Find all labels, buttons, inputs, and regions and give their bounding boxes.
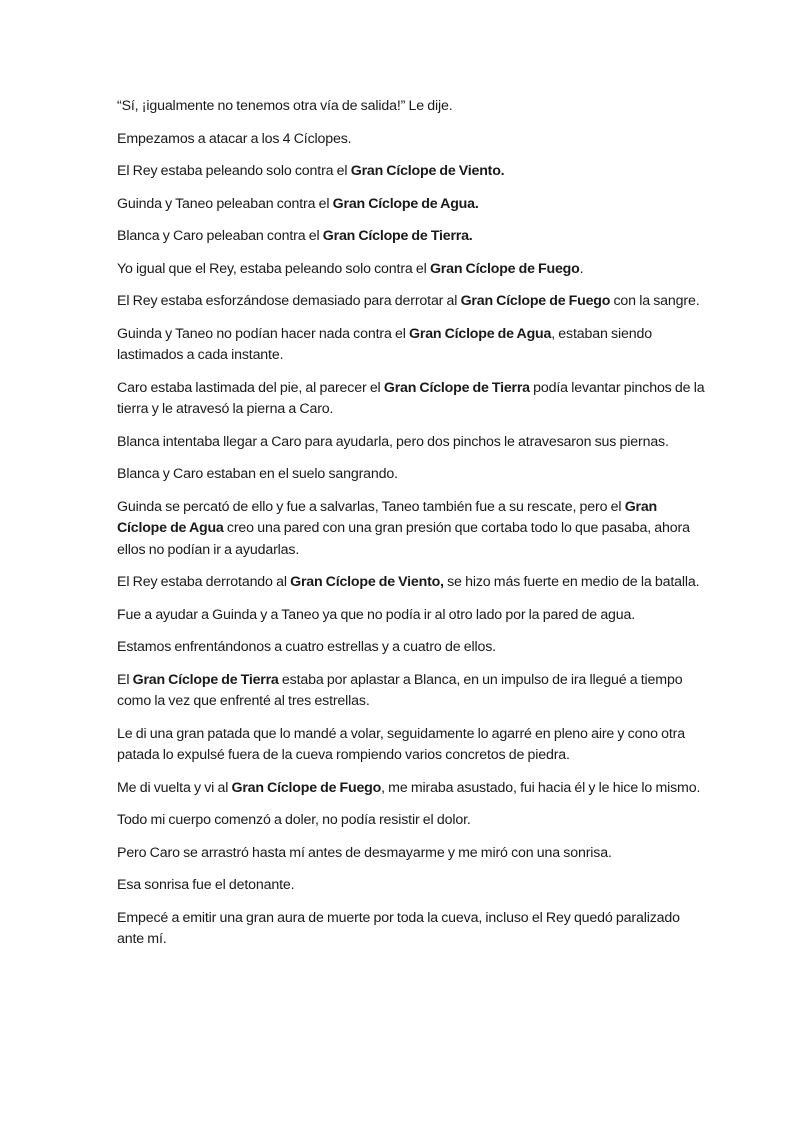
paragraph	[117, 226, 709, 248]
text-run: El Rey estaba derrotando al	[117, 574, 291, 590]
paragraph	[117, 778, 709, 800]
paragraph	[117, 605, 709, 627]
paragraph	[117, 259, 709, 281]
text-run: Empecé a emitir una gran aura de muerte por toda la cueva, incluso el Rey quedó paralizado ante mí.	[117, 909, 680, 947]
paragraph	[117, 129, 709, 151]
paragraph	[117, 497, 709, 562]
text-run: estaba por aplastar a Blanca, en un impulso de ira llegué a tiempo como la vez que enfrenté al tres estrellas.	[117, 671, 683, 709]
text-run: Blanca y Caro estaban en el suelo sangrando.	[117, 466, 398, 482]
paragraph	[117, 464, 709, 486]
text-run: , me miraba asustado, fui hacia él y le hice lo mismo.	[381, 779, 701, 796]
text-run: Guinda y Taneo peleaban contra el	[117, 195, 333, 212]
text-run: podía levantar pinchos de la tierra y le atravesó la pierna a Caro.	[117, 379, 705, 417]
text-run: Blanca y Caro peleaban contra el	[117, 228, 323, 244]
paragraph	[117, 324, 709, 367]
text-run: Le di una gran patada que lo mandé a volar, seguidamente lo agarré en pleno aire y cono otra patada lo expulsé fuera de la cueva rompiendo varios concretos de piedra.	[117, 725, 685, 763]
text-run: se hizo más fuerte en medio de la batalla.	[443, 574, 700, 590]
text-run: Empezamos a atacar a los 4 Cíclopes.	[117, 130, 352, 147]
text-run: El Rey estaba peleando solo contra el	[117, 163, 351, 179]
text-run: con la sangre.	[610, 293, 700, 309]
document-body	[117, 96, 709, 962]
paragraph	[117, 670, 709, 713]
bold-text-run: Gran Cíclope de Agua.	[332, 195, 479, 212]
paragraph	[117, 875, 709, 897]
bold-text-run: Gran Cíclope de Viento,	[290, 574, 444, 590]
text-run: , estaban siendo lastimados a cada instante.	[117, 325, 652, 363]
text-run: Caro estaba lastimada del pie, al parecer el	[117, 379, 384, 396]
bold-text-run: Gran Cíclope de Fuego	[231, 779, 382, 796]
paragraph	[117, 291, 709, 313]
text-run: Blanca intentaba llegar a Caro para ayudarla, pero dos pinchos le atravesaron sus piernas.	[117, 433, 669, 450]
text-run: Estamos enfrentándonos a cuatro estrellas y a cuatro de ellos.	[117, 639, 496, 655]
paragraph	[117, 161, 709, 183]
bold-text-run: Gran Cíclope de Fuego	[460, 293, 611, 309]
bold-text-run: Gran Cíclope de Tierra.	[322, 228, 473, 244]
text-run: .	[579, 260, 584, 277]
text-run: El	[117, 671, 133, 688]
bold-text-run: Gran Cíclope de Agua	[409, 325, 552, 342]
text-run: Fue a ayudar a Guinda y a Taneo ya que no podía ir al otro lado por la pared de agua.	[117, 606, 636, 623]
text-run: Yo igual que el Rey, estaba peleando solo contra el	[117, 260, 430, 277]
bold-text-run: Gran Cíclope de Fuego	[429, 260, 580, 277]
text-run: creo una pared con una gran presión que cortaba todo lo que pasaba, ahora ellos no podían ir a ayudarlas.	[117, 520, 690, 558]
text-run: Guinda se percató de ello y fue a salvarlas, Taneo también fue a su rescate, pero el	[117, 498, 625, 515]
bold-text-run: Gran Cíclope de Agua	[117, 498, 658, 536]
text-run: El Rey estaba esforzándose demasiado para derrotar al	[117, 293, 461, 309]
bold-text-run: Gran Cíclope de Tierra	[132, 671, 279, 688]
text-run: Pero Caro se arrastró hasta mí antes de desmayarme y me miró con una sonrisa.	[117, 844, 612, 861]
paragraph	[117, 637, 709, 659]
paragraph	[117, 908, 709, 951]
text-run: Todo mi cuerpo comenzó a doler, no podía resistir el dolor.	[117, 812, 471, 828]
paragraph	[117, 724, 709, 767]
text-run: “Sí, ¡igualmente no tenemos otra vía de salida!” Le dije.	[117, 98, 453, 114]
paragraph	[117, 378, 709, 421]
paragraph	[117, 572, 709, 594]
text-run: Guinda y Taneo no podían hacer nada contra el	[117, 325, 410, 342]
paragraph	[117, 843, 709, 865]
paragraph	[117, 194, 709, 216]
paragraph	[117, 96, 709, 118]
text-run: Esa sonrisa fue el detonante.	[117, 877, 295, 893]
bold-text-run: Gran Cíclope de Viento.	[350, 163, 505, 179]
bold-text-run: Gran Cíclope de Tierra	[383, 379, 530, 396]
paragraph	[117, 810, 709, 832]
text-run: Me di vuelta y vi al	[117, 779, 232, 796]
paragraph	[117, 432, 709, 454]
